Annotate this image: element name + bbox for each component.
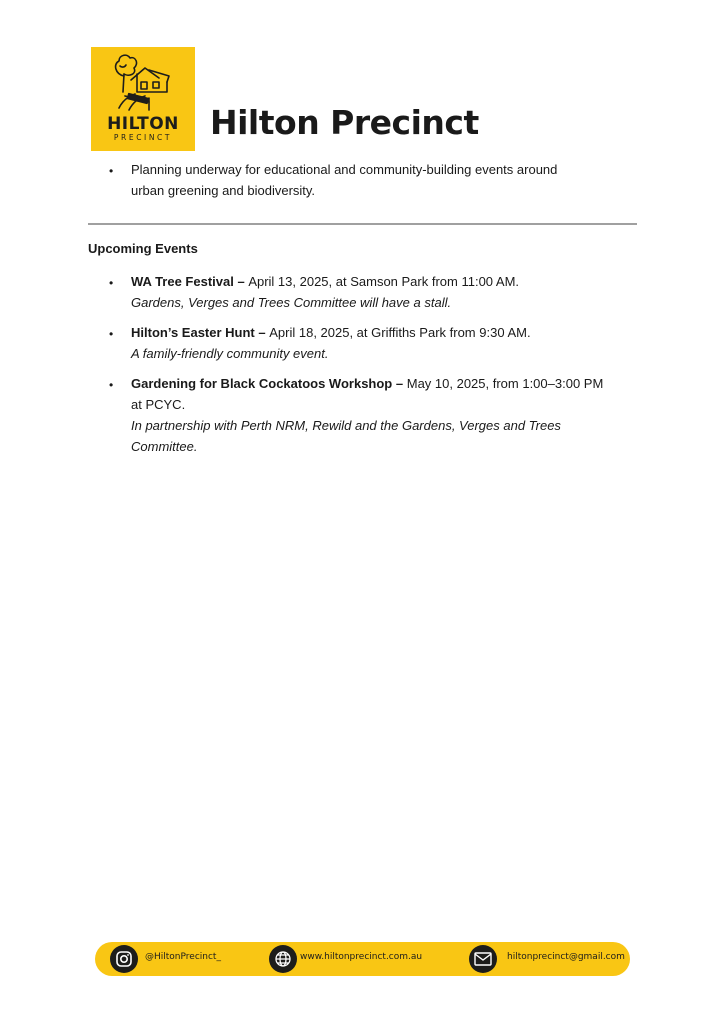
- event-note: In partnership with Perth NRM, Rewild and the Gardens, Verges and Trees: [131, 418, 561, 433]
- instagram-icon[interactable]: [110, 945, 138, 973]
- event-note: A family-friendly community event.: [131, 346, 329, 361]
- intro-bullet-line: Planning underway for educational and community-building events around: [131, 162, 558, 177]
- instagram-handle[interactable]: @HiltonPrecinct_: [145, 952, 221, 962]
- bullet-dot: •: [109, 327, 114, 341]
- event-separator: –: [254, 325, 270, 340]
- event-detail: May 10, 2025, from 1:00–3:00 PM: [406, 376, 604, 391]
- logo-subtitle: PRECINCT: [113, 133, 173, 142]
- intro-bullet-line: urban greening and biodiversity.: [131, 183, 316, 198]
- event-item: [131, 373, 631, 457]
- event-note: Gardens, Verges and Trees Committee will have a stall.: [131, 295, 452, 310]
- hilton-precinct-logo: [91, 47, 195, 151]
- bullet-dot: •: [109, 378, 114, 392]
- house-tree-illustration: [109, 52, 177, 112]
- section-divider: [88, 223, 637, 225]
- event-item: [131, 271, 631, 313]
- email-link[interactable]: hiltonprecinct@gmail.com: [507, 952, 625, 962]
- event-separator: –: [392, 376, 407, 391]
- logo-wordmark: HILTON: [107, 114, 179, 134]
- event-line: [131, 322, 631, 343]
- event-line: [131, 271, 631, 292]
- event-name: WA Tree Festival: [131, 274, 234, 289]
- footer-contact-bar: [95, 942, 630, 976]
- event-name: Hilton’s Easter Hunt: [131, 325, 255, 340]
- event-name: Gardening for Black Cockatoos Workshop: [131, 376, 393, 391]
- event-detail-continued: at PCYC.: [131, 397, 186, 412]
- event-separator: –: [233, 274, 249, 289]
- upcoming-events-heading: Upcoming Events: [88, 241, 198, 256]
- bullet-dot: •: [109, 164, 114, 178]
- intro-bullet: [131, 159, 631, 201]
- event-line: [131, 373, 631, 394]
- event-detail: April 18, 2025, at Griffiths Park from 9:30 AM.: [269, 325, 531, 340]
- mail-icon[interactable]: [469, 945, 497, 973]
- event-item: [131, 322, 631, 364]
- globe-icon[interactable]: [269, 945, 297, 973]
- event-detail: April 13, 2025, at Samson Park from 11:00 AM.: [248, 274, 520, 289]
- page-title: Hilton Precinct: [210, 103, 479, 142]
- event-note-continued: Committee.: [131, 439, 198, 454]
- website-link[interactable]: www.hiltonprecinct.com.au: [300, 952, 423, 962]
- bullet-dot: •: [109, 276, 114, 290]
